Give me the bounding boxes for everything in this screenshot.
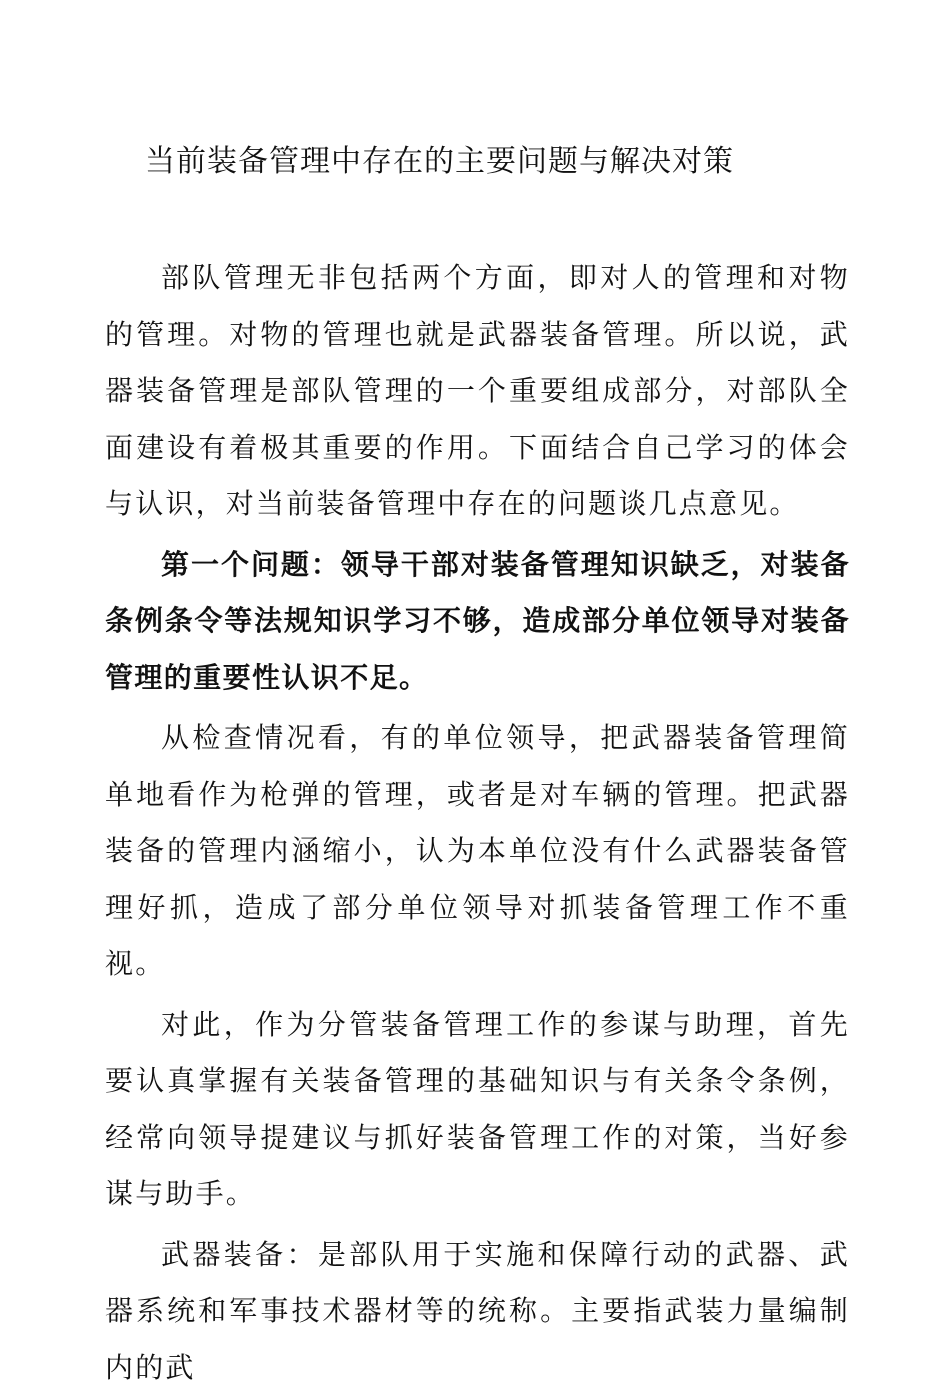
paragraph-inspection-findings: 从检查情况看，有的单位领导，把武器装备管理简单地看作为枪弹的管理，或者是对车辆的管理。把武器装备的管理内涵缩小，认为本单位没有什么武器装备管理好抓，造成了部分单位领导对抓装备管理工作不重视。 bbox=[105, 721, 850, 980]
paragraph-intro: 部队管理无非包括两个方面，即对人的管理和对物的管理。对物的管理也就是武器装备管理。所以说，武器装备管理是部队管理的一个重要组成部分，对部队全面建设有着极其重要的作用。下面结合自己学习的体会与认识，对当前装备管理中存在的问题谈几点意见。 bbox=[105, 261, 850, 520]
paragraph-definition: 武器装备：是部队用于实施和保障行动的武器、武器系统和军事技术器材等的统称。主要指武装力量编制内的武 bbox=[105, 1237, 850, 1384]
document-title: 当前装备管理中存在的主要问题与解决对策 bbox=[145, 144, 734, 179]
document-body bbox=[105, 250, 850, 1400]
paragraph-countermeasure: 对此，作为分管装备管理工作的参谋与助理，首先要认真掌握有关装备管理的基础知识与有关条令条例，经常向领导提建议与抓好装备管理工作的对策，当好参谋与助手。 bbox=[105, 1007, 850, 1210]
section-heading-problem-1: 第一个问题：领导干部对装备管理知识缺乏，对装备条例条令等法规知识学习不够，造成部分单位领导对装备管理的重要性认识不足。 bbox=[105, 547, 850, 694]
